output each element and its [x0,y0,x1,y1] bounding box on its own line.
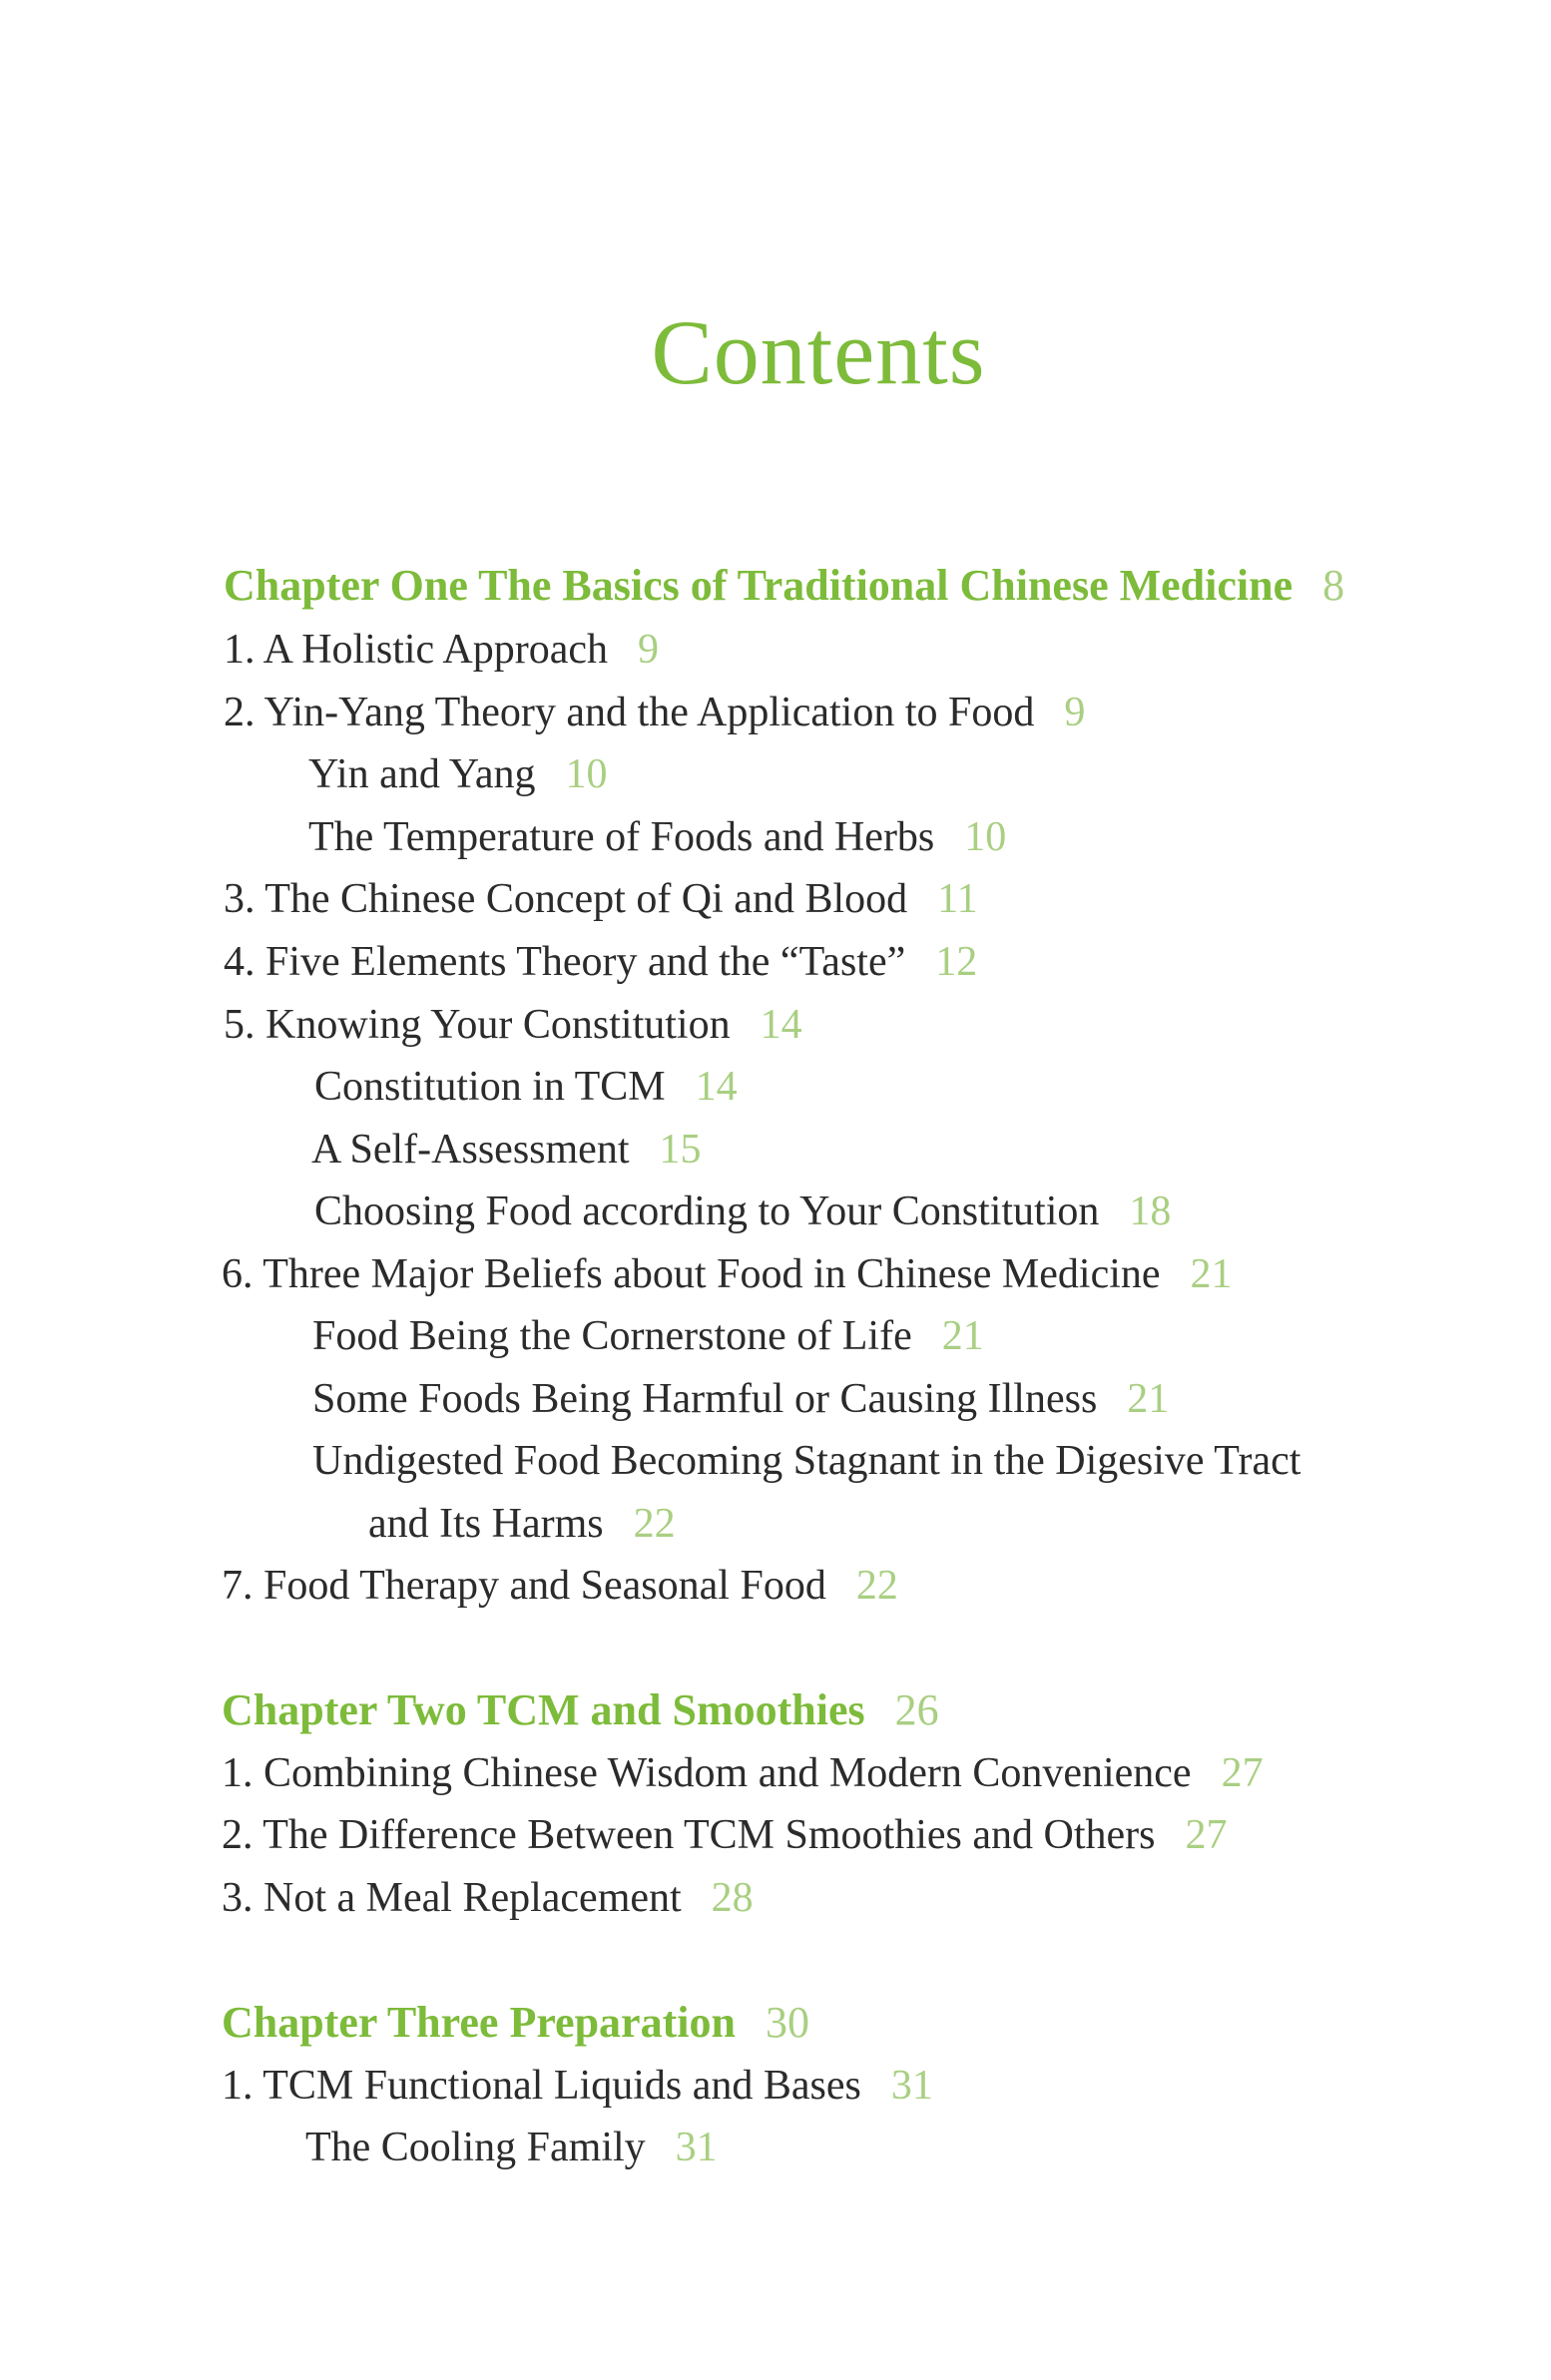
toc-subentry[interactable] [314,1190,1171,1232]
toc-entry[interactable] [224,1004,802,1046]
page-number: 31 [890,2063,933,2109]
page-number: 30 [765,1998,809,2047]
page-number: 18 [1129,1189,1172,1234]
page-number: 21 [1190,1251,1233,1297]
page-number: 10 [565,751,608,797]
toc-subentry-continuation[interactable] [368,1503,676,1545]
entry-title: 4. Five Elements Theory and the “Taste” [224,939,906,985]
page-number: 21 [941,1313,984,1359]
entry-title: 6. Three Major Beliefs about Food in Chinese Medicine [222,1251,1161,1297]
entry-title: 2. Yin-Yang Theory and the Application to Food [224,690,1035,735]
toc-entry[interactable] [224,692,1085,733]
chapter-heading[interactable] [224,561,1345,610]
page-number: 28 [711,1875,754,1921]
toc-entry[interactable] [222,1877,754,1919]
page-number: 10 [964,814,1007,860]
page-number: 26 [894,1685,939,1734]
entry-title: 3. The Chinese Concept of Qi and Blood [224,876,908,922]
toc-entry[interactable] [224,878,978,920]
page-number: 12 [935,939,978,985]
entry-title: Undigested Food Becoming Stagnant in the Digesive Tract [312,1438,1301,1484]
page-number: 27 [1185,1812,1228,1858]
toc-subentry[interactable] [312,1315,984,1357]
toc-entry[interactable] [222,1253,1233,1295]
toc-subentry[interactable] [314,1066,738,1108]
toc-subentry[interactable] [312,1378,1169,1420]
entry-title: 1. Combining Chinese Wisdom and Modern Convenience [222,1750,1192,1796]
chapter-title: Chapter Two TCM and Smoothies [222,1685,865,1734]
page-number: 22 [855,1563,898,1609]
entry-title: The Cooling Family [305,2125,646,2170]
chapter-title: Chapter One The Basics of Traditional Chinese Medicine [224,561,1293,610]
page-number: 14 [695,1064,738,1110]
chapter-heading[interactable] [222,1685,939,1734]
toc-entry[interactable] [224,941,977,983]
page-number: 31 [675,2125,718,2170]
page-number: 15 [659,1127,702,1173]
entry-title: 5. Knowing Your Constitution [224,1002,731,1048]
entry-title: The Temperature of Foods and Herbs [308,814,935,860]
toc-subentry[interactable] [305,2127,718,2168]
page-number: 21 [1127,1376,1170,1422]
toc-entry[interactable] [222,2065,933,2107]
entry-title: 1. A Holistic Approach [224,627,608,673]
entry-title: 3. Not a Meal Replacement [222,1875,682,1921]
entry-title: Some Foods Being Harmful or Causing Illness [312,1376,1098,1422]
page-number: 9 [1064,690,1086,735]
entry-title: 1. TCM Functional Liquids and Bases [222,2063,861,2109]
page-number: 11 [937,876,978,922]
chapter-heading[interactable] [222,1998,809,2047]
entry-title: A Self-Assessment [311,1127,630,1173]
toc-entry[interactable] [222,1752,1264,1794]
page-title: Contents [651,300,986,403]
toc-subentry[interactable] [308,816,1006,858]
entry-title: 7. Food Therapy and Seasonal Food [222,1563,826,1609]
page-number: 22 [633,1501,676,1547]
toc-entry[interactable] [224,629,659,671]
page-number: 14 [760,1002,802,1048]
page-number: 27 [1221,1750,1264,1796]
toc-subentry[interactable] [311,1129,702,1171]
chapter-title: Chapter Three Preparation [222,1998,736,2047]
entry-title: Food Being the Cornerstone of Life [312,1313,912,1359]
page-number: 8 [1322,561,1345,610]
toc-subentry[interactable] [308,753,608,795]
entry-title: 2. The Difference Between TCM Smoothies and Others [222,1812,1156,1858]
toc-entry[interactable] [222,1814,1227,1856]
entry-title: Choosing Food according to Your Constitution [314,1189,1100,1234]
entry-title: Constitution in TCM [314,1064,666,1110]
toc-entry[interactable] [222,1565,898,1607]
entry-title: and Its Harms [368,1501,604,1547]
toc-subentry[interactable] [312,1440,1300,1482]
entry-title: Yin and Yang [308,751,536,797]
page-number: 9 [637,627,659,673]
